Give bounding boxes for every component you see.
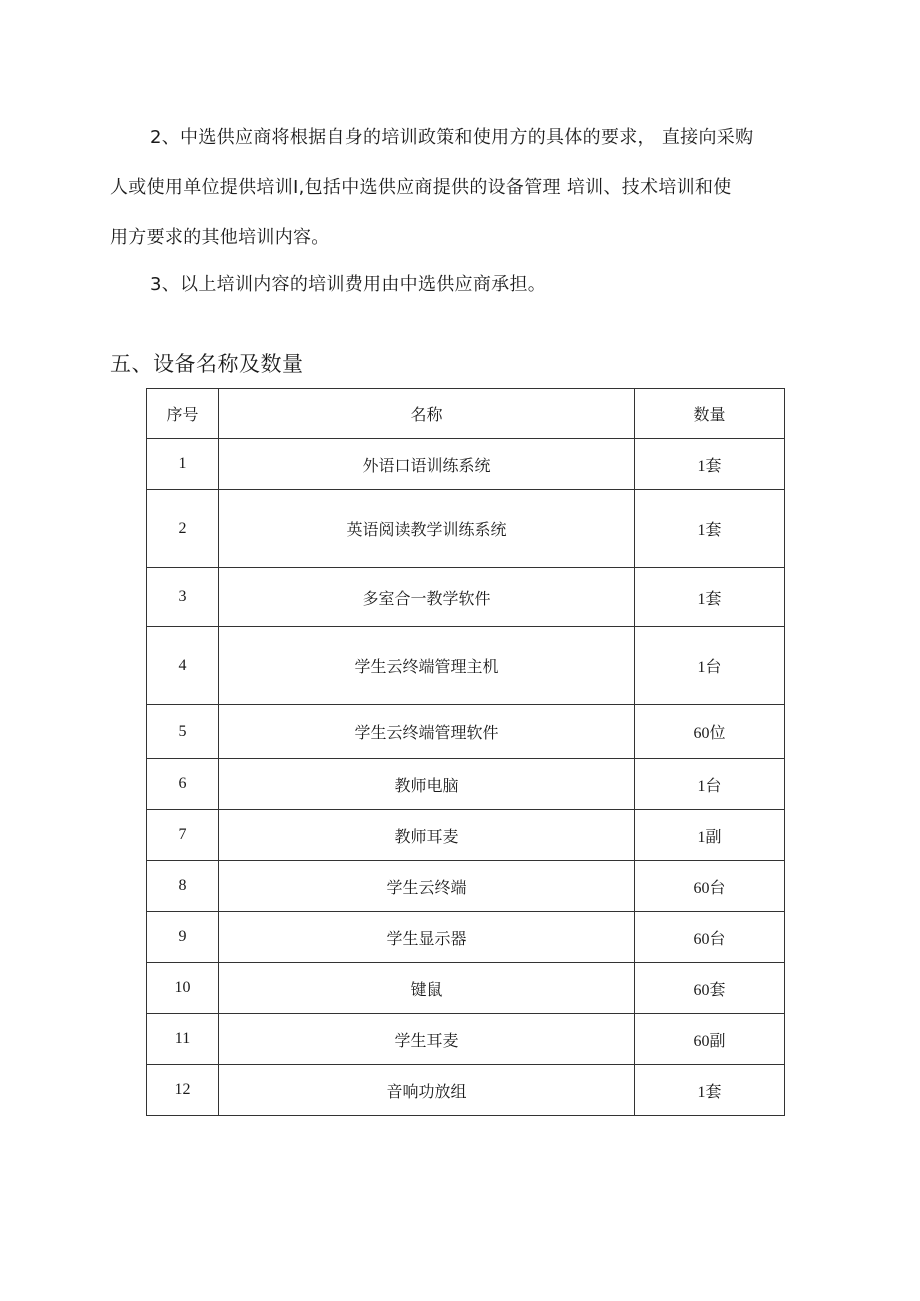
table-row <box>147 490 785 568</box>
cell-name: 学生显示器 <box>219 912 635 963</box>
header-no: 序号 <box>147 389 219 439</box>
cell-no: 7 <box>147 810 219 861</box>
cell-qty: 1台 <box>635 627 785 705</box>
table-row <box>147 963 785 1014</box>
paragraph-line <box>110 260 822 310</box>
header-qty: 数量 <box>635 389 785 439</box>
cell-name: 外语口语训练系统 <box>219 439 635 490</box>
paragraph-text: 3、以上培训内容的培训费用由中选供应商承担。 <box>150 274 547 295</box>
cell-no: 2 <box>147 490 219 568</box>
table-row <box>147 759 785 810</box>
cell-qty: 1套 <box>635 568 785 627</box>
table-row <box>147 912 785 963</box>
cell-no: 1 <box>147 439 219 490</box>
cell-qty: 1套 <box>635 1065 785 1116</box>
header-name: 名称 <box>219 389 635 439</box>
paragraph-text: 2、中选供应商将根据自身的培训政策和使用方的具体的要求， 直接向采购 <box>150 127 754 148</box>
table-row <box>147 705 785 759</box>
cell-qty: 60台 <box>635 861 785 912</box>
cell-no: 3 <box>147 568 219 627</box>
table-row <box>147 861 785 912</box>
paragraph-line: 人或使用单位提供培训I,包括中选供应商提供的设备管理 培训、技术培训和使 <box>110 177 732 198</box>
cell-no: 5 <box>147 705 219 759</box>
table-row <box>147 1065 785 1116</box>
paragraph-training-policy <box>110 113 822 263</box>
cell-name: 学生云终端 <box>219 861 635 912</box>
cell-qty: 60台 <box>635 912 785 963</box>
cell-name: 教师耳麦 <box>219 810 635 861</box>
table-header-row <box>147 389 785 439</box>
cell-name: 学生云终端管理软件 <box>219 705 635 759</box>
equipment-table <box>146 388 785 1116</box>
table-row <box>147 568 785 627</box>
cell-qty: 1台 <box>635 759 785 810</box>
cell-name: 键鼠 <box>219 963 635 1014</box>
cell-qty: 60位 <box>635 705 785 759</box>
cell-no: 6 <box>147 759 219 810</box>
cell-name: 学生云终端管理主机 <box>219 627 635 705</box>
cell-qty: 1副 <box>635 810 785 861</box>
table-row <box>147 439 785 490</box>
cell-no: 9 <box>147 912 219 963</box>
cell-qty: 60套 <box>635 963 785 1014</box>
cell-no: 11 <box>147 1014 219 1065</box>
section-title: 五、设备名称及数量 <box>110 352 304 376</box>
paragraph-line: 用方要求的其他培训内容。 <box>110 227 330 248</box>
table-row <box>147 627 785 705</box>
cell-name: 多室合一教学软件 <box>219 568 635 627</box>
cell-name: 英语阅读教学训练系统 <box>219 490 635 568</box>
cell-no: 10 <box>147 963 219 1014</box>
paragraph-training-cost <box>110 260 822 310</box>
cell-no: 4 <box>147 627 219 705</box>
paragraph-line <box>110 113 822 163</box>
table-row <box>147 1014 785 1065</box>
cell-no: 8 <box>147 861 219 912</box>
cell-name: 教师电脑 <box>219 759 635 810</box>
cell-name: 学生耳麦 <box>219 1014 635 1065</box>
cell-name: 音响功放组 <box>219 1065 635 1116</box>
table-row <box>147 810 785 861</box>
cell-qty: 60副 <box>635 1014 785 1065</box>
cell-qty: 1套 <box>635 439 785 490</box>
cell-no: 12 <box>147 1065 219 1116</box>
cell-qty: 1套 <box>635 490 785 568</box>
